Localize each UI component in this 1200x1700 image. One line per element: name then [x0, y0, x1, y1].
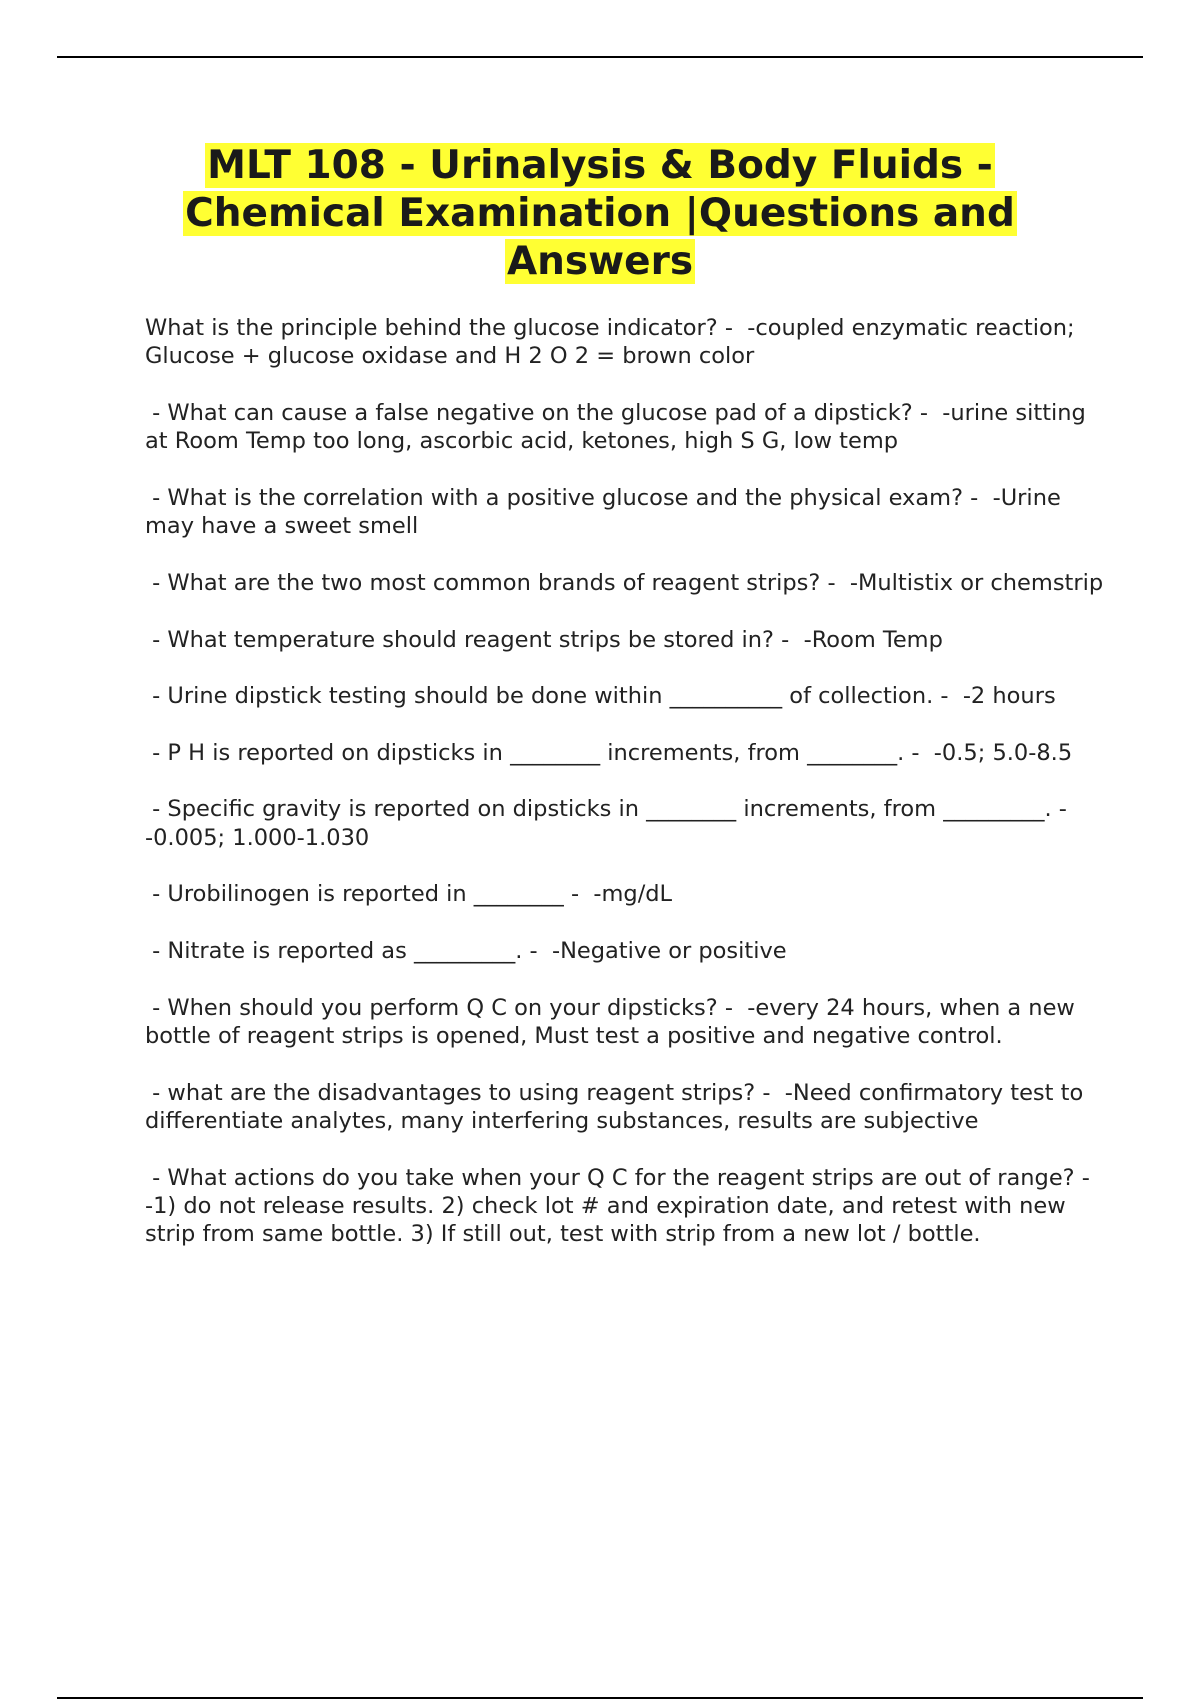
qa-item-4: - What are the two most common brands of reagent strips? - -Multistix or chemstrip: [145, 570, 1104, 596]
qa-item-8: - Specific gravity is reported on dipsticks in ________ increments, from _________. - -0.005; 1.000-1.030: [145, 796, 1082, 851]
document-title: [0, 142, 1200, 286]
header-divider: [57, 56, 1143, 58]
question-answer-list: [145, 314, 1105, 1277]
title-line-3-text: Answers: [506, 239, 694, 284]
qa-item-13: - What actions do you take when your Q C for the reagent strips are out of range? - -1) do not release results. 2) check lot # and expiration date, and retest with new strip from same bottle. 3) If still out, test with strip from a new lot / bottle.: [145, 1164, 1105, 1248]
title-line-2: [0, 190, 1200, 238]
qa-item-12: - what are the disadvantages to using reagent strips? - -Need confirmatory test to differentiate analytes, many interfering substances, results are subjective: [145, 1079, 1091, 1134]
title-line-1: [0, 142, 1200, 190]
title-line-3: [0, 238, 1200, 286]
qa-item-6: - Urine dipstick testing should be done within __________ of collection. - -2 hours: [145, 683, 1056, 710]
qa-item-7: - P H is reported on dipsticks in ________ increments, from ________. - -0.5; 5.0-8.5: [145, 739, 1073, 766]
qa-item-11: - When should you perform Q C on your dipsticks? - -every 24 hours, when a new bottle of reagent strips is opened, Must test a positive and negative control.: [145, 994, 1082, 1049]
footer-divider: [57, 1697, 1143, 1699]
qa-item-5: - What temperature should reagent strips be stored in? - -Room Temp: [145, 626, 943, 653]
qa-item-9: - Urobilinogen is reported in ________ - -mg/dL: [145, 881, 673, 908]
qa-item-2: - What can cause a false negative on the glucose pad of a dipstick? - -urine sitting at Room Temp too long, ascorbic acid, ketones, high S G, low temp: [145, 400, 1093, 455]
title-line-1-text: MLT 108 - Urinalysis & Body Fluids -: [207, 143, 993, 188]
qa-item-1: What is the principle behind the glucose indicator? - -coupled enzymatic reaction; Glucose + glucose oxidase and H 2 O 2 = brown color: [145, 315, 1082, 370]
qa-item-10: - Nitrate is reported as _________. - -Negative or positive: [145, 937, 787, 964]
qa-item-3: - What is the correlation with a positive glucose and the physical exam? - -Urine may have a sweet smell: [145, 485, 1068, 540]
title-line-2-text: Chemical Examination |Questions and: [185, 191, 1015, 236]
